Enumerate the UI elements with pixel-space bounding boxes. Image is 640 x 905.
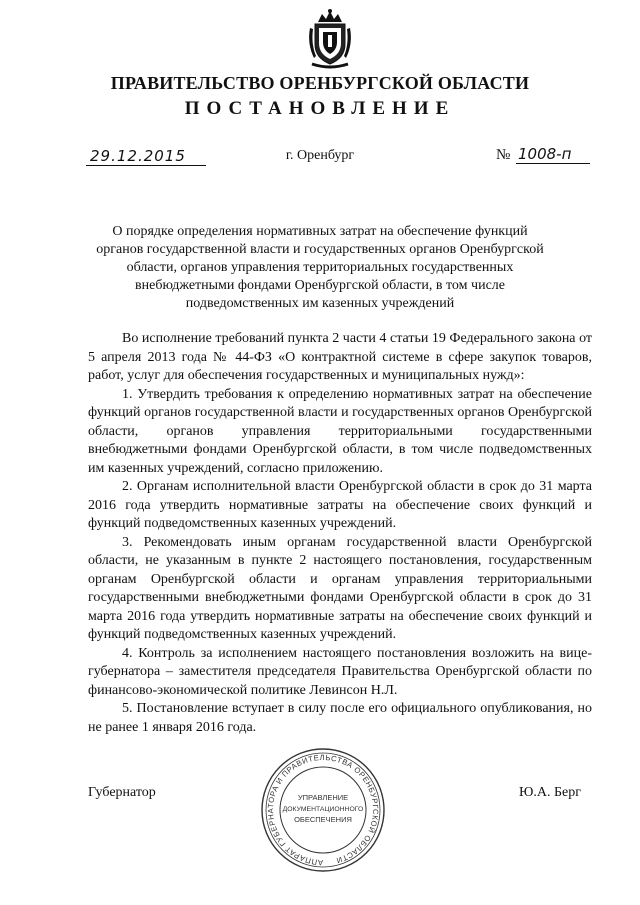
body-item-5: 5. Постановление вступает в силу после его официального опубликования, но не ранее 1 января 2016 года. xyxy=(88,701,592,735)
stamp-ring-text: АППАРАТ ГУБЕРНАТОРА И ПРАВИТЕЛЬСТВА ОРЕНБУРГСКОЙ ОБЛАСТИ xyxy=(266,752,381,868)
preamble: Во исполнение требований пункта 2 части 4 статьи 19 Федерального закона от 5 апреля 2013 года № 44-ФЗ «О контрактной системе в сфере закупок товаров, работ, услуг для обеспечения государственных и муниципальных нужд»: xyxy=(88,331,592,383)
document-number: 1008-п xyxy=(516,145,590,164)
signatory-name: Ю.А. Берг xyxy=(519,785,581,800)
number-label: № xyxy=(496,147,511,163)
body-item-3: 3. Рекомендовать иным органам государственной власти Оренбургской области, не указанным в пункте 2 настоящего постановления, государственным органам Оренбургской области и органам управления территориальными государственными внебюджетными фондами Оренбургской области в срок до 31 марта 2016 года утвердить нормативные затраты на обеспечение своих функций и функций подведомственных казенных учреждений. xyxy=(88,534,592,642)
stamp-line-3: ОБЕСПЕЧЕНИЯ xyxy=(294,815,352,824)
document-city: г. Оренбург xyxy=(285,148,355,163)
document-title: О порядке определения нормативных затрат на обеспечение функций органов государственной власти и государственных органов Оренбургской области, органов управления территориальных государственных внебюджетными фондами Оренбургской области, в том числе подведомственных им казенных учреждений xyxy=(96,224,544,311)
body-item-4: 4. Контроль за исполнением настоящего постановления возложить на вице-губернатора – заместителя председателя Правительства Оренбургской области по финансово-экономической политике Левинсон Н.Л. xyxy=(88,645,592,698)
stamp-line-2: ДОКУМЕНТАЦИОННОГО xyxy=(282,806,364,813)
stamp-seal xyxy=(259,746,387,874)
coat-of-arms-icon xyxy=(304,8,356,70)
body-item-2: 2. Органам исполнительной власти Оренбургской области в срок до 31 марта 2016 года утвердить нормативные затраты на обеспечение своих функций и функций подведомственных казенных учреждений. xyxy=(88,479,592,531)
stamp-line-1: УПРАВЛЕНИЕ xyxy=(297,793,349,802)
organization-name: ПРАВИТЕЛЬСТВО ОРЕНБУРГСКОЙ ОБЛАСТИ xyxy=(110,73,530,93)
body-item-1: 1. Утвердить требования к определению нормативных затрат на обеспечение функций органов государственной власти и государственных органов Оренбургской области, органов управления территориальными государственными внебюджетными фондами Оренбургской области, в том числе подведомственных им казенных учреждений, согласно приложению. xyxy=(88,386,592,476)
document-type: ПОСТАНОВЛЕНИЕ xyxy=(184,98,456,119)
signatory-role: Губернатор xyxy=(88,785,156,800)
document-date: 29.12.2015 xyxy=(86,147,206,166)
document-body xyxy=(88,330,592,737)
